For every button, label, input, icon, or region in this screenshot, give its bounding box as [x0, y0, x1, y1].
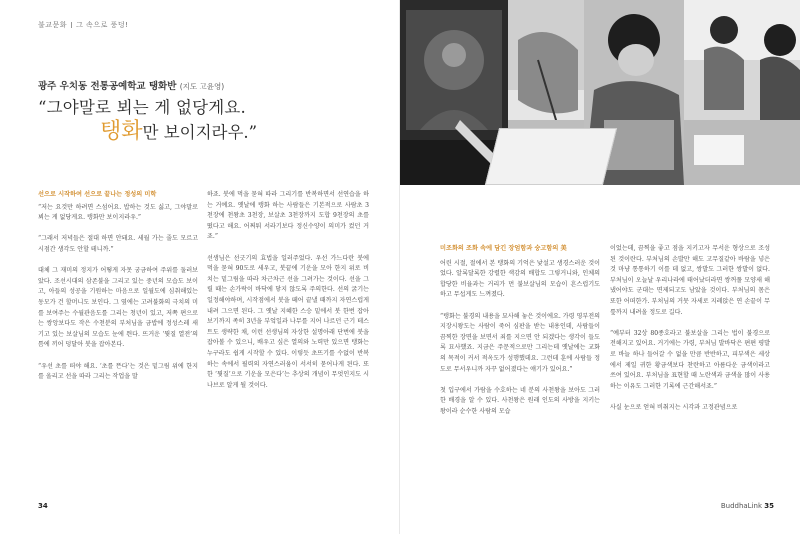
section-label [38, 20, 128, 30]
section-category: 불교문화 [38, 21, 68, 29]
section-divider [71, 22, 72, 28]
page-number-right [721, 502, 774, 510]
photo-strip [400, 0, 800, 185]
org-line [38, 78, 224, 92]
col1-paragraph: “우선 초를 떠야 해요. ‘초를 뜬다’는 것은 밑그림 위에 한지를 올리고 선을 따라 그리는 작업을 말 [38, 362, 198, 381]
page-number-left: 34 [38, 502, 48, 510]
col1-paragraph: “저는 요것만 하려면 스섬어요. 밥하는 것도 싫고, 그야말로 뵈는 게 없당게요. 탱화만 보이지라우.” [38, 203, 198, 222]
org-sub: (지도 고윤영) [179, 82, 225, 91]
col3-paragraph: 어린 시절, 절에서 본 탱화의 기억은 낯설고 생경스러운 것이었다. 알록달록한 강렬한 색감의 배합도 그렇거니와, 인체의 합당한 비율과는 거리가 먼 불보살님의 모습이 흔스럽기도 하고 무섭게도 느껴졌다. [440, 259, 600, 299]
article-col-4 [610, 244, 770, 424]
col2-paragraph: 선생님은 선긋기의 효법을 일러주었다. 우선 가느다란 붓에 먹을 묻혀 90도로 세우고, 붓끝에 기운을 모아 한지 위로 비치는 밑그림을 따라 차근차근 선을 그려가는 것이다. 선을 그릴 때는 손가락이 바닥에 닿지 않도록 주의한다. 선의 굵기는 일정해야하며, 시작점에서 붓을 떼어 끝낼 때까지 자연스럽게 내려 그으면 된다. 그 옛날 지혜한 스승 밑에서 붓 한번 잡아보기까지 족히 3년을 부엌일과 나무를 지어 나르던 근기 테스트도 생략한 채, 이런 선생님의 자상한 설명아래 단번에 붓을 잡아볼 수 있으니, 배우고 싶은 열의와 노력만 있으면 탱화는 누구라도 쉽게 시작할 수 있다. 이렇듯 초뜨기를 수없이 반복하는 속에서 필력의 자연스러움이 서서히 묻어나게 된다. 또한 ‘뭣질’으로 기운을 모은다’는 추상의 개념이 무엇인지도 시나브로 알게 될 것이다. [207, 254, 369, 389]
col4-paragraph: 사실 눈으로 얻혀 비춰지는 시각과 고정관념으로 [610, 403, 738, 411]
article-col-2 [207, 190, 369, 402]
col3-heading: 미조화의 조화 속에 담긴 장엄함과 숭고함의 美 [440, 245, 567, 252]
article-col-1 [38, 190, 198, 393]
col2-paragraph: 하죠. 붓에 먹을 묻혀 따라 그리기를 반복하면서 선연습을 하는 거예요. 옛날에 탱화 하는 사람들은 기본적으로 사람초 3천장에 천왕초 3천장, 보살초 3천장까지 도합 9천장의 초를 떴다고 해요. 어쩌튀 서라기보다 정신수양이 의미가 컸던 거죠.” [207, 191, 369, 241]
headline-line2 [100, 114, 257, 145]
folio-brand: BuddhaLink [720, 502, 763, 510]
photo-classroom [684, 0, 800, 185]
col1-paragraph: “그래서 저녁들은 절대 하면 안돼요. 세월 가는 줄도 모르고 시점간 생각도 안할 테니까.” [38, 235, 198, 253]
article-col-3 [440, 244, 600, 428]
section-title: 그 속으로 풍덩! [76, 21, 129, 29]
headline-accent: 탱화 [100, 119, 143, 144]
org-main: 광주 우치동 전통공예학교 탱화반 [38, 81, 177, 92]
col3-paragraph: “탱화는 불경의 내용을 묘사해 놓은 것이에요. 가령 영부전의 지장시왕도는 사람이 죽어 심판을 받는 내용인데, 사람들이 끔찍한 장면을 보면서 죄를 지으면 안 되겠다는 생각이 들도록 묘사했죠. 지금은 주문적으로만 그리는데 옛날에는 교화의 목적이 커서 적옥도가 성행했데요. 그런데 훈에 사람들 정도로 무서우니까 자꾸 없어졌다는 얘기가 있어요.” [440, 312, 600, 373]
col1-heading: 선으로 시작하여 선으로 끝나는 정성의 미학 [38, 191, 157, 198]
headline-line2-rest: 만 보이지라우.” [142, 123, 258, 142]
headline-line1: “그야말로 뵈는 게 없당게요. [38, 98, 246, 117]
right-page [400, 0, 800, 534]
col4-paragraph: “예부터 32상 80종호라고 불보살을 그리는 법이 불경으로 전해지고 있어요. 거기에는 가령, 부처님 발바닥은 편편 평발로 바늘 하나 들어갈 수 없을 만큼 반반하고, 피부색은 세상에서 제일 귀한 황금색보다 찬란하고 아름다운 금색이라고 쓰여 있어요. 부처님을 표현할 때 노란색과 금색을 많이 사용하는 이유도 그러한 기록에 근간해서죠.” [610, 329, 770, 390]
col1-paragraph: 대체 그 재미의 정지가 어떻게 자못 궁금하여 주위를 둘러보았다. 조선시대의 삼존불을 그리고 있는 중년의 모습도 보이고, 아들의 성공을 기원하는 마음으로 일월도에 심취해있는 동모가 건 할머니도 보인다. 그 옆에는 고려불화의 극치의 미를 보여주는 수월관음도를 그리는 청년이 있고, 저쪽 편으로는 쌍앙보다도 작은 수천분의 부처님을 금밥에 정성스레 새기고 있는 보살님의 모습도 눈에 띈다. 뜨거운 ‘뭣질 열전’의 틈에 끼어 덩달아 붓을 잡아본다. [38, 267, 198, 349]
page-number: 35 [764, 502, 774, 510]
col3-paragraph: 첫 입구에서 가람을 수호하는 네 분의 사천왕을 보아도 그러한 배경을 알 수 있다. 사천왕은 원래 인도의 사방을 지키는 왕이라 순수한 사람의 모습 [440, 386, 600, 415]
col4-paragraph: 이었는데, 끔찍을 좋고 점을 지키고자 무서운 형상으로 조성된 것이란다. 부처님의 손발만 해도 고무질같아 바람을 넣은 것 마냥 통통하기 이를 데 없고, 쌍발도 그러한 쌍발이 없다. 부처님이 오늘날 우리나라에 태어났더라면 쌍꺼풀 모양새 해냈어야도 군대는 면제되고도 남았을 것이다. 부처님의 몸은 또한 어떠한가. 부처님의 거뭇 자세로 지레앉은 연 손끝이 무릎까지 내려올 정도로 길다. [610, 245, 770, 316]
photo-painting-sheet [485, 128, 617, 185]
